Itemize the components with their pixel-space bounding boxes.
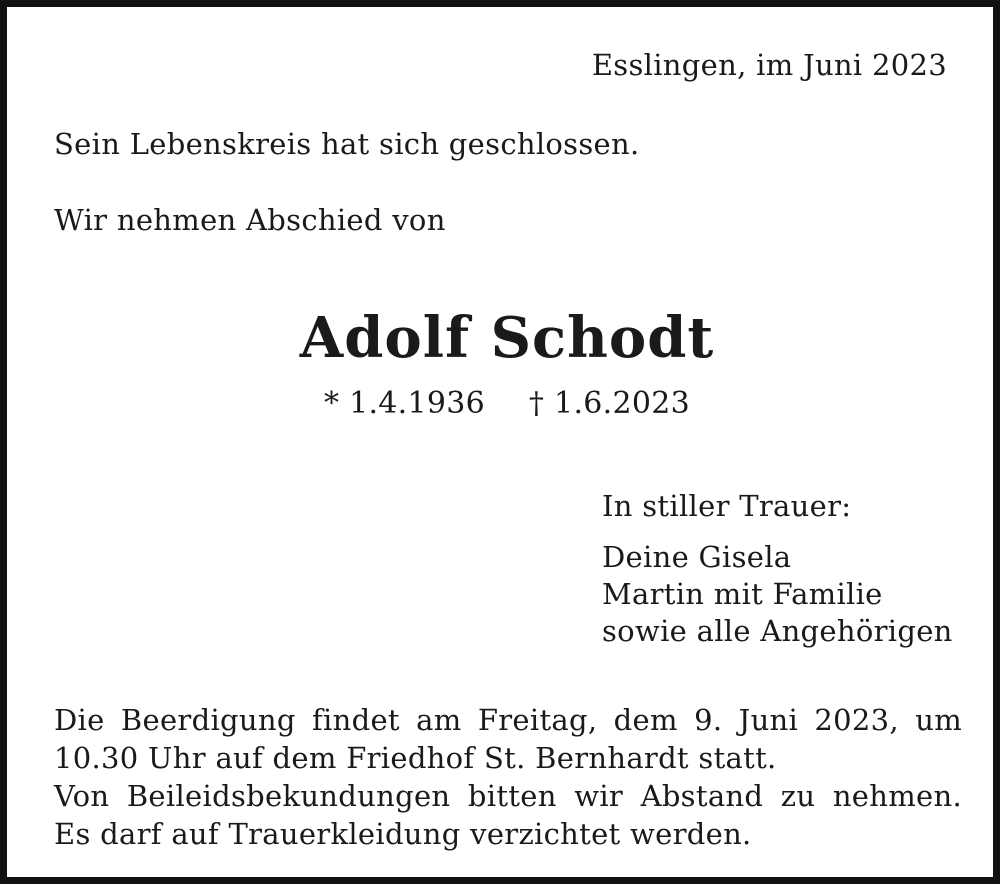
intro-line-2: Wir nehmen Abschied von bbox=[54, 203, 446, 237]
mourner-name: sowie alle Angehörigen bbox=[602, 614, 953, 648]
notice-line: Es darf auf Trauerkleidung verzichtet werden. bbox=[54, 817, 752, 851]
place-date: Esslingen, im Juni 2023 bbox=[591, 48, 947, 82]
mourner-name: Martin mit Familie bbox=[602, 577, 883, 611]
notice-line: Die Beerdigung findet am Freitag, dem 9. Juni 2023, um bbox=[54, 703, 962, 737]
mourner-name: Deine Gisela bbox=[602, 540, 792, 574]
intro-line-1: Sein Lebenskreis hat sich geschlossen. bbox=[54, 127, 640, 161]
mourners-heading: In stiller Trauer: bbox=[602, 489, 852, 523]
notice-line: Von Beileidsbekundungen bitten wir Abstand zu nehmen. bbox=[54, 779, 962, 813]
birth-date: * 1.4.1936 bbox=[323, 386, 486, 421]
notice-line: 10.30 Uhr auf dem Friedhof St. Bernhardt statt. bbox=[54, 741, 777, 775]
death-date: † 1.6.2023 bbox=[528, 386, 691, 421]
deceased-name: Adolf Schodt bbox=[299, 305, 715, 371]
life-dates bbox=[7, 386, 1000, 421]
funeral-notice bbox=[54, 701, 962, 853]
mourners-block bbox=[602, 487, 953, 650]
